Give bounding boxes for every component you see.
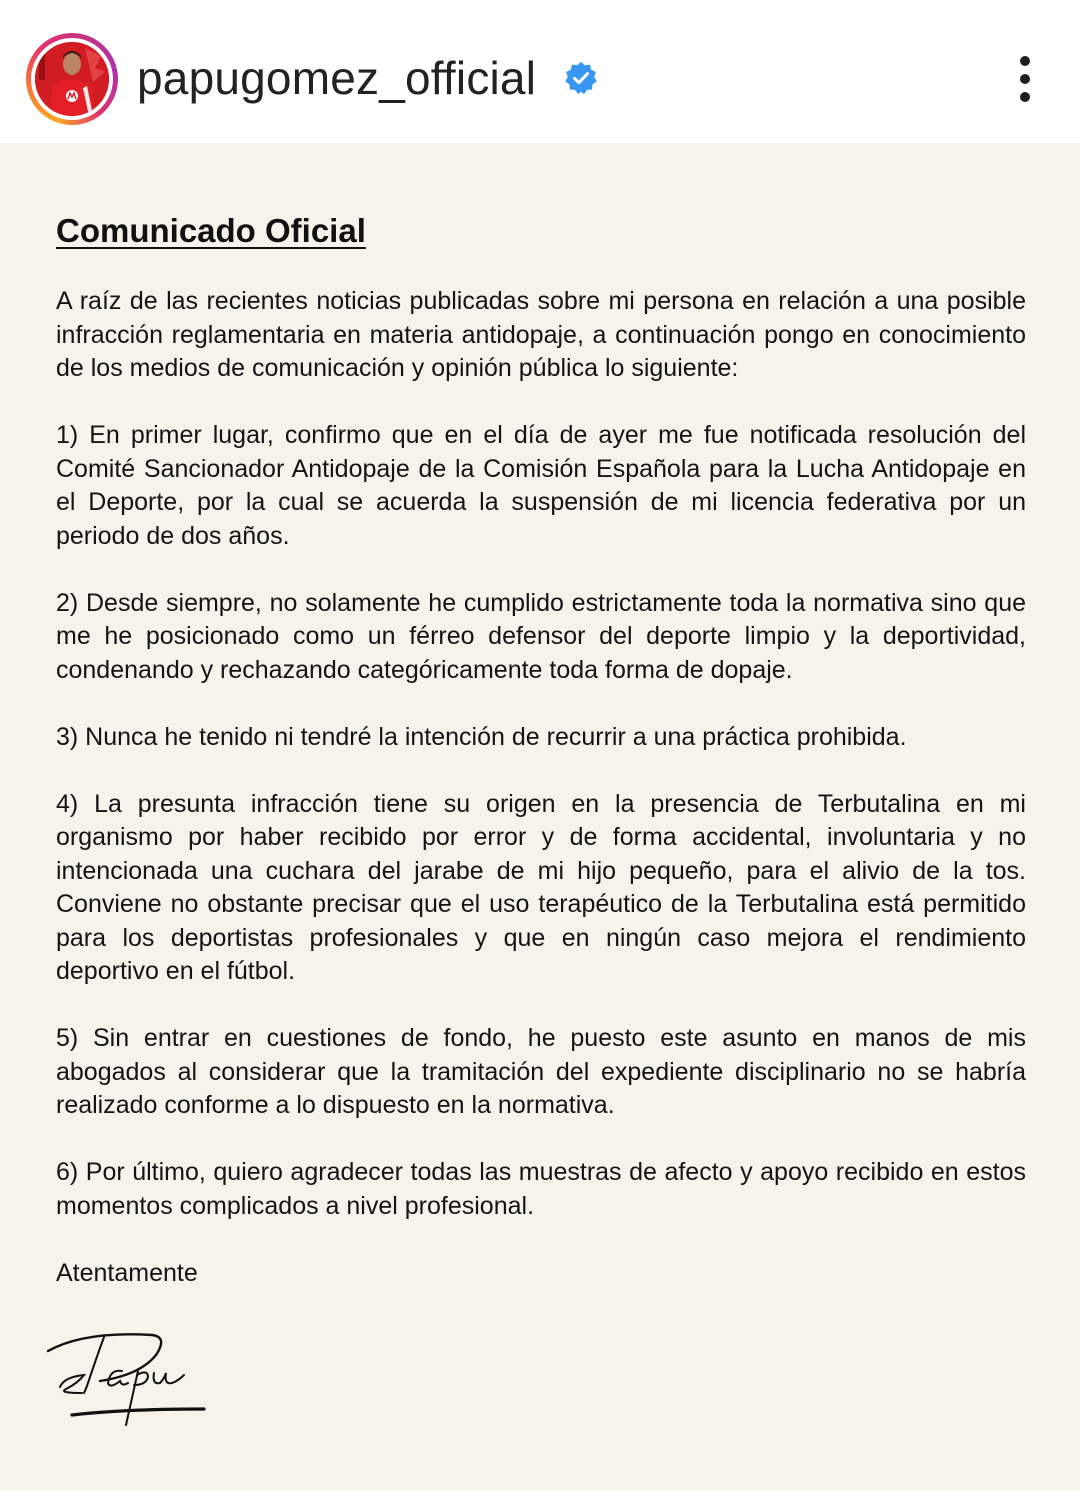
signature-icon bbox=[44, 1323, 214, 1433]
verified-badge-icon bbox=[564, 61, 598, 95]
more-vertical-icon-dot bbox=[1020, 56, 1030, 66]
statement-point: 6) Por último, quiero agradecer todas las muestras de afecto y apoyo recibido en estos momentos complicados a nivel profesional. bbox=[56, 1158, 1026, 1220]
statement-body bbox=[56, 285, 1026, 1324]
statement-point: 5) Sin entrar en cuestiones de fondo, he puesto este asunto en manos de mis abogados al considerar que la tramitación del expediente disciplinario no se habría realizado conforme a lo dispuesto en la normativa. bbox=[56, 1024, 1026, 1119]
username[interactable]: papugomez_official bbox=[137, 52, 537, 104]
avatar-ring-gap bbox=[31, 38, 113, 120]
statement-intro: A raíz de las recientes noticias publicadas sobre mi persona en relación a una posible infracción reglamentaria en materia antidopaje, a continuación pongo en conocimiento de los medios de comunicación y opinión pública lo siguiente: bbox=[56, 287, 1026, 382]
post-header bbox=[0, 0, 1080, 143]
more-options-button[interactable] bbox=[1008, 56, 1042, 102]
player-photo-icon bbox=[35, 42, 109, 116]
statement-point: 1) En primer lugar, confirmo que en el día de ayer me fue notificada resolución del Comité Sancionador Antidopaje de la Comisión Española para la Lucha Antidopaje en el Deporte, por la cual se acuerda la suspensión de mi licencia federativa por un periodo de dos años. bbox=[56, 421, 1026, 550]
statement-point: 2) Desde siempre, no solamente he cumplido estrictamente toda la normativa sino que me he posicionado como un férreo defensor del deporte limpio y la deportividad, condenando y rechazando categóricamente toda forma de dopaje. bbox=[56, 588, 1026, 684]
statement-point: 3) Nunca he tenido ni tendré la intención de recurrir a una práctica prohibida. bbox=[56, 722, 907, 751]
bottom-divider bbox=[0, 1490, 1080, 1494]
more-vertical-icon-dot bbox=[1020, 74, 1030, 84]
more-vertical-icon-dot bbox=[1020, 92, 1030, 102]
avatar[interactable] bbox=[26, 33, 118, 125]
statement-point: 4) La presunta infracción tiene su origen en la presencia de Terbutalina en mi organismo por haber recibido por error y de forma accidental, involuntaria y no intencionada una cuchara del jarabe de mi hijo pequeño, para el alivio de la tos. Conviene no obstante precisar que el uso terapéutico de la Terbutalina está permitido para los deportistas profesionales y que en ningún caso mejora el rendimiento deportivo en el fútbol. bbox=[56, 789, 1026, 985]
avatar-photo bbox=[35, 42, 109, 116]
statement-closing: Atentamente bbox=[56, 1258, 198, 1287]
statement-image bbox=[0, 143, 1080, 1490]
statement-title: Comunicado Oficial bbox=[56, 212, 366, 249]
